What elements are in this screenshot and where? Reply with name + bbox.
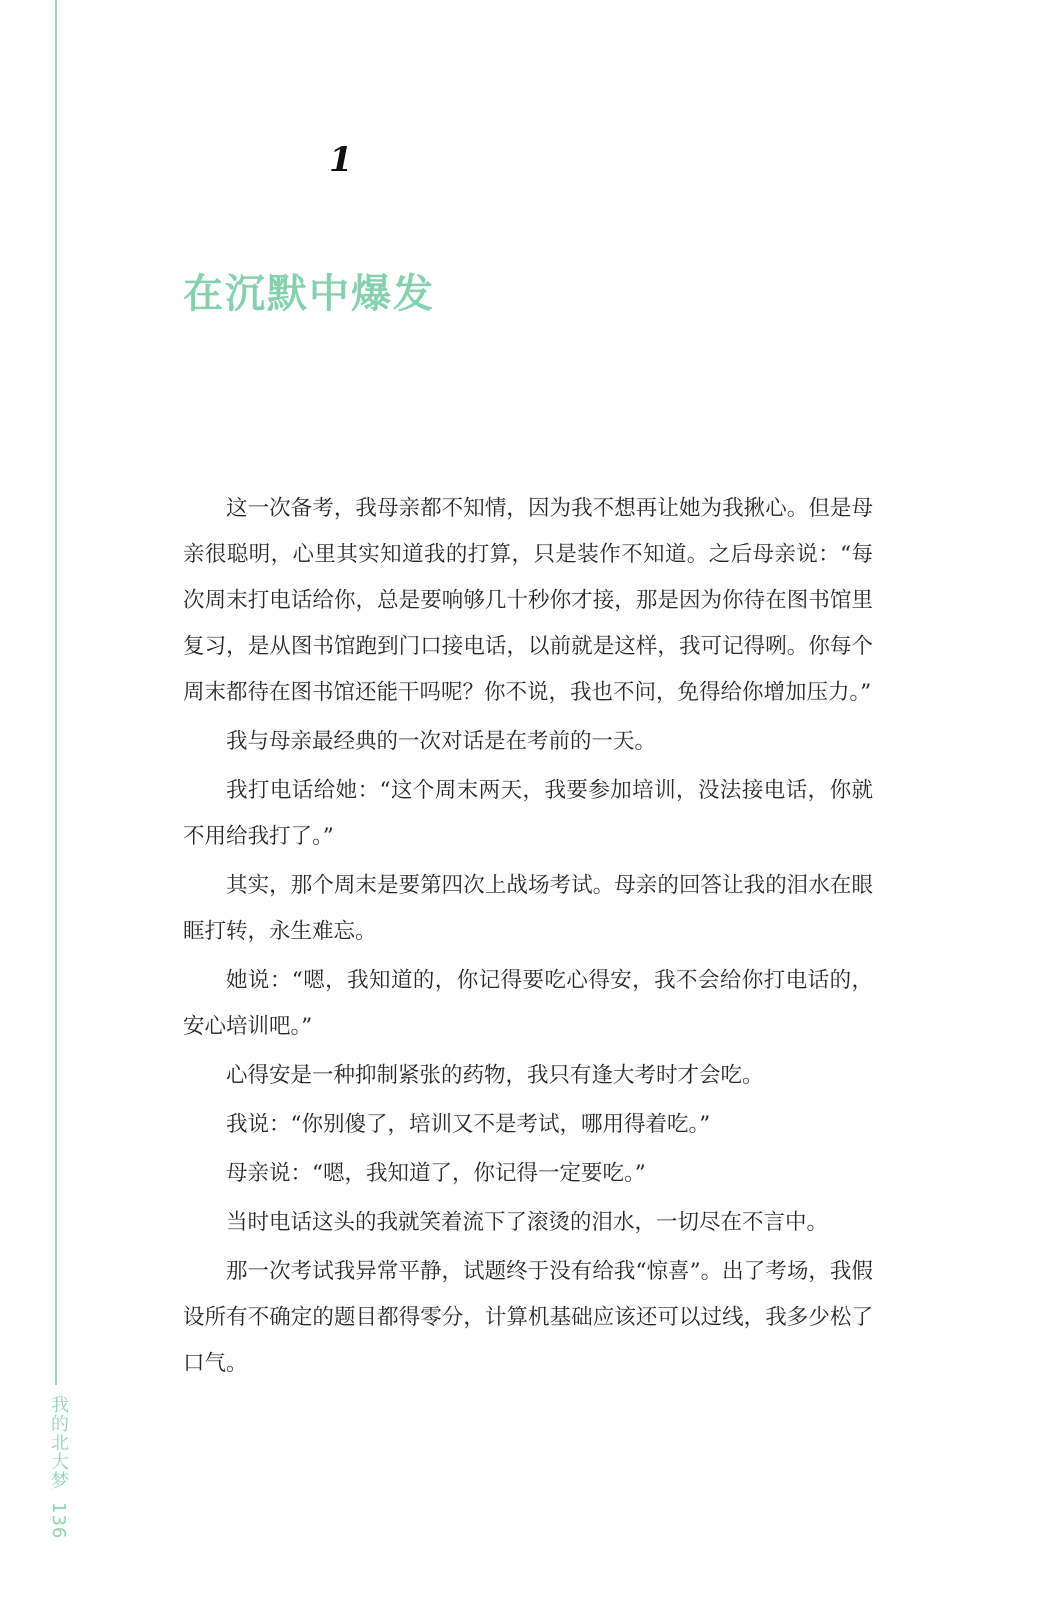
paragraph: 心得安是一种抑制紧张的药物，我只有逢大考时才会吃。 xyxy=(226,1063,764,1088)
paragraph: 这一次备考，我母亲都不知情，因为我不想再让她为我揪心。但是母亲很聪明，心里其实知道我的打算，只是装作不知道。之后母亲说：“每次周末打电话给你，总是要响够几十秒你才接，那是因为你待在图书馆里复习，是从图书馆跑到门口接电话，以前就是这样，我可记得咧。你每个周末都待在图书馆还能干吗呢？你不说，我也不问，免得给你增加压力。” xyxy=(183,496,873,705)
body-text xyxy=(183,486,873,1390)
paragraph: 母亲说：“嗯，我知道了，你记得一定要吃。” xyxy=(226,1161,646,1186)
book-title: 我的北大梦 xyxy=(48,1395,69,1490)
chapter-number: 1 xyxy=(329,140,353,180)
paragraph: 当时电话这头的我就笑着流下了滚烫的泪水，一切尽在不言中。 xyxy=(226,1210,829,1235)
margin-rule xyxy=(55,0,57,1385)
paragraph: 我说：“你别傻了，培训又不是考试，哪用得着吃。” xyxy=(226,1112,711,1137)
running-footer xyxy=(46,1395,70,1539)
chapter-title: 在沉默中爆发 xyxy=(183,270,435,317)
paragraph: 她说：“嗯，我知道的，你记得要吃心得安，我不会给你打电话的，安心培训吧。” xyxy=(183,968,873,1039)
paragraph: 我与母亲最经典的一次对话是在考前的一天。 xyxy=(226,729,657,754)
paragraph: 那一次考试我异常平静，试题终于没有给我“惊喜”。出了考场，我假设所有不确定的题目都得零分，计算机基础应该还可以过线，我多少松了口气。 xyxy=(183,1259,873,1376)
paragraph: 我打电话给她：“这个周末两天，我要参加培训，没法接电话，你就不用给我打了。” xyxy=(183,778,873,849)
page-number: 136 xyxy=(48,1502,69,1540)
paragraph: 其实，那个周末是要第四次上战场考试。母亲的回答让我的泪水在眼眶打转，永生难忘。 xyxy=(183,873,873,944)
